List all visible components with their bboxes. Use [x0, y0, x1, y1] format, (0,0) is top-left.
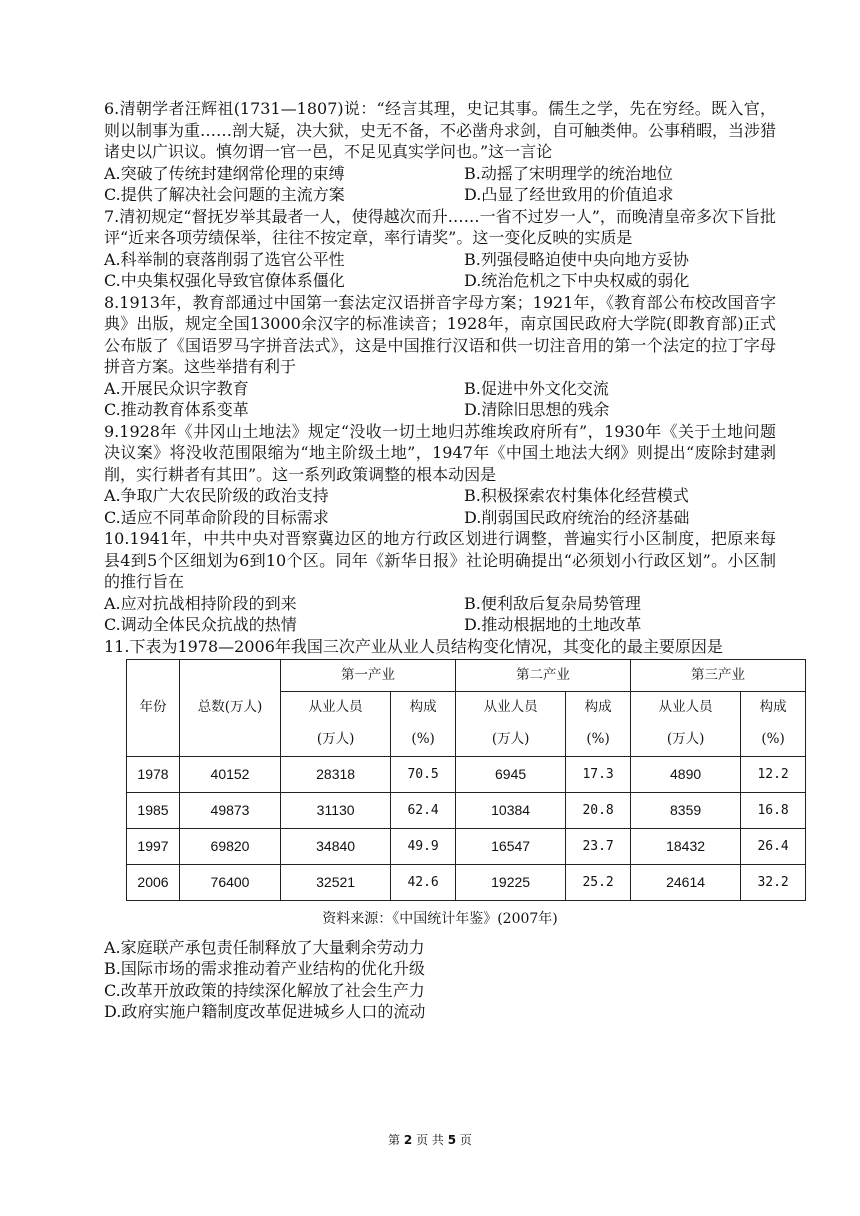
sub-unit: (万人) — [281, 724, 391, 757]
option-c: C.中央集权强化导致官僚体系僵化 — [104, 271, 345, 290]
option-d: D.清除旧思想的残余 — [464, 400, 610, 419]
sub-employees: 从业人员 — [455, 692, 565, 725]
option-c: C.适应不同革命阶段的目标需求 — [104, 507, 329, 527]
option-c: C.调动全体民众抗战的热情 — [104, 615, 297, 634]
cell-p1pct: 49.9 — [391, 829, 456, 865]
cell-p3: 18432 — [630, 829, 740, 865]
sub-share: 构成 — [566, 692, 631, 725]
footer-prefix: 第 — [388, 1133, 401, 1147]
cell-p2: 6945 — [455, 757, 565, 793]
sub-unit: (%) — [566, 724, 631, 757]
footer-middle: 页 共 — [416, 1133, 444, 1147]
cell-p2: 16547 — [455, 829, 565, 865]
sub-employees: 从业人员 — [630, 692, 740, 725]
header-primary: 第一产业 — [281, 660, 456, 692]
option-b: B.促进中外文化交流 — [464, 378, 609, 398]
footer-page-number: 2 — [403, 1133, 413, 1147]
question-7 — [104, 206, 776, 292]
cell-p3pct: 26.4 — [741, 829, 806, 865]
sub-share: 构成 — [391, 692, 456, 725]
sub-unit: (万人) — [455, 724, 565, 757]
table-row — [127, 829, 806, 865]
cell-p2: 10384 — [455, 793, 565, 829]
cell-p1pct: 62.4 — [391, 793, 456, 829]
question-stem: 6.清朝学者汪辉祖(1731—1807)说：“经言其理，史记其事。儒生之学，先在穷经。既入官，则以制事为重……剖大疑，决大狱，史无不备，不必凿舟求剑，自可触类伸。公事稍暇，当涉猎诸史以广识议。慎勿谓一官一邑，不足见真实学问也。”这一言论 — [104, 99, 777, 161]
page-footer — [0, 1131, 860, 1148]
header-total: 总数(万人) — [180, 660, 281, 757]
option-c: C.推动教育体系变革 — [104, 400, 249, 419]
cell-p3pct: 12.2 — [741, 757, 806, 793]
footer-total-pages: 5 — [447, 1133, 457, 1147]
cell-p1pct: 70.5 — [391, 757, 456, 793]
cell-p1: 32521 — [281, 865, 391, 901]
header-year: 年份 — [127, 660, 180, 757]
cell-p2pct: 25.2 — [566, 865, 631, 901]
cell-p3: 4890 — [630, 757, 740, 793]
option-a: A.开展民众识字教育 — [104, 378, 249, 398]
options — [104, 937, 776, 1023]
cell-p2pct: 23.7 — [566, 829, 631, 865]
question-8 — [104, 292, 776, 421]
options — [104, 593, 776, 636]
cell-p3pct: 32.2 — [741, 865, 806, 901]
cell-p3pct: 16.8 — [741, 793, 806, 829]
cell-year: 1978 — [127, 757, 180, 793]
question-stem: 9.1928年《井冈山土地法》规定“没收一切土地归苏维埃政府所有”，1930年《关于土地问题决议案》将没收范围限缩为“地主阶级土地”，1947年《中国土地法大纲》则提出“废除封建剥削，实行耕者有其田”。这一系列政策调整的根本动因是 — [104, 421, 776, 484]
sub-unit: (万人) — [630, 724, 740, 757]
option-b: B.列强侵略迫使中央向地方妥协 — [464, 249, 689, 269]
table-row — [127, 865, 806, 901]
option-d: D.政府实施户籍制度改革促进城乡人口的流动 — [104, 1002, 426, 1021]
cell-year: 1985 — [127, 793, 180, 829]
sub-share: 构成 — [741, 692, 806, 725]
sub-unit: (%) — [391, 724, 456, 757]
question-11 — [104, 636, 789, 1023]
option-a: A.突破了传统封建纲常伦理的束缚 — [104, 163, 345, 183]
question-stem: 11.下表为1978—2006年我国三次产业从业人员结构变化情况，其变化的最主要原因是 — [104, 636, 723, 656]
cell-p2pct: 17.3 — [566, 757, 631, 793]
cell-p1: 34840 — [281, 829, 391, 865]
option-d: D.凸显了经世致用的价值追求 — [464, 185, 674, 204]
cell-total: 69820 — [180, 829, 281, 865]
option-a: A.家庭联产承包责任制释放了大量剩余劳动力 — [104, 937, 425, 957]
cell-p3: 24614 — [630, 865, 740, 901]
option-c: C.提供了解决社会问题的主流方案 — [104, 185, 345, 204]
cell-p2pct: 20.8 — [566, 793, 631, 829]
option-a: A.争取广大农民阶级的政治支持 — [104, 486, 329, 505]
question-stem: 10.1941年，中共中央对晋察冀边区的地方行政区划进行调整，普遍实行小区制度，把原来每县4到5个区细划为6到10个区。同年《新华日报》社论明确提出“必须划小行政区划”。小区制的推行旨在 — [104, 529, 776, 591]
cell-year: 2006 — [127, 865, 180, 901]
header-secondary: 第二产业 — [455, 660, 630, 692]
option-b: B.动摇了宋明理学的统治地位 — [464, 163, 673, 183]
option-b: B.便利敌后复杂局势管理 — [464, 593, 641, 613]
sub-employees: 从业人员 — [281, 692, 391, 725]
employment-structure-table — [126, 659, 806, 901]
sub-unit: (%) — [741, 724, 806, 757]
cell-total: 40152 — [180, 757, 281, 793]
cell-total: 76400 — [180, 865, 281, 901]
cell-total: 49873 — [180, 793, 281, 829]
header-tertiary: 第三产业 — [630, 660, 805, 692]
exam-page — [104, 98, 789, 1023]
footer-suffix: 页 — [459, 1133, 472, 1147]
options — [104, 378, 776, 421]
option-c: C.改革开放政策的持续深化解放了社会生产力 — [104, 980, 425, 1000]
cell-year: 1997 — [127, 829, 180, 865]
cell-p1: 28318 — [281, 757, 391, 793]
question-9 — [104, 421, 776, 529]
option-d: D.削弱国民政府统治的经济基础 — [464, 507, 690, 527]
option-d: D.推动根据地的土地改革 — [464, 615, 642, 634]
cell-p3: 8359 — [630, 793, 740, 829]
option-d: D.统治危机之下中央权威的弱化 — [464, 271, 690, 290]
option-a: A.应对抗战相持阶段的到来 — [104, 593, 297, 613]
option-b: B.积极探索农村集体化经营模式 — [464, 486, 689, 505]
options — [104, 249, 776, 292]
options — [104, 485, 776, 528]
cell-p1: 31130 — [281, 793, 391, 829]
question-stem: 7.清初规定“督抚岁举其最者一人，使得越次而升……一省不过岁一人”，而晚清皇帝多次下旨批评“近来各项劳绩保举，往往不按定章，率行请奖”。这一变化反映的实质是 — [104, 206, 776, 247]
question-stem: 8.1913年，教育部通过中国第一套法定汉语拼音字母方案；1921年，《教育部公布校改国音字典》出版，规定全国13000余汉字的标准读音；1928年，南京国民政府大学院(即教育部)正式公布版了《国语罗马字拼音法式》，这是中国推行汉语和供一切注音用的第一个法定的拉丁字母拼音方案。这些举措有利于 — [104, 292, 776, 376]
cell-p1pct: 42.6 — [391, 865, 456, 901]
table-source: 资料来源：《中国统计年鉴》(2007年) — [322, 911, 558, 927]
question-6 — [104, 98, 776, 206]
cell-p2: 19225 — [455, 865, 565, 901]
table-row — [127, 793, 806, 829]
option-b: B.国际市场的需求推动着产业结构的优化升级 — [104, 959, 425, 978]
question-10 — [104, 528, 776, 636]
table-row — [127, 757, 806, 793]
option-a: A.科举制的衰落削弱了选官公平性 — [104, 249, 345, 269]
options — [104, 163, 776, 206]
